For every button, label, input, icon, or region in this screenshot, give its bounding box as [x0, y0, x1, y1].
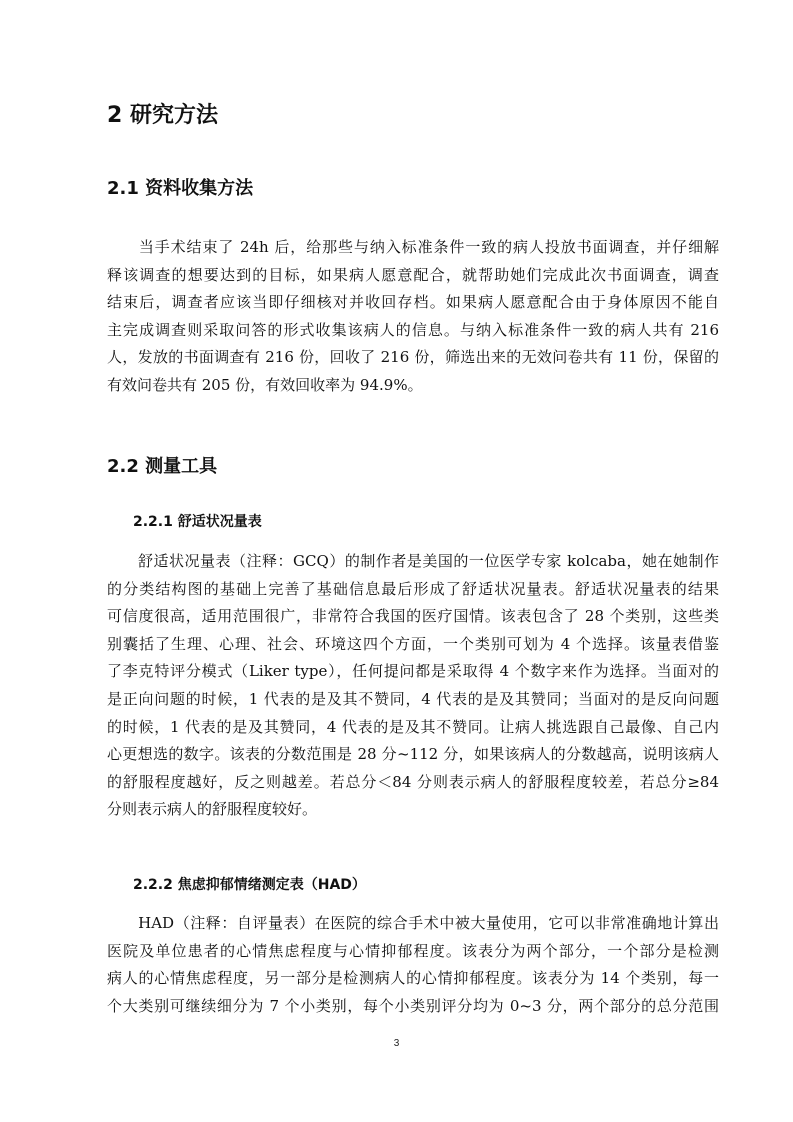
text-line: 人，发放的书面调查有 216 份，回收了 216 份，筛选出来的无效问卷共有 11 份，保留的 — [107, 348, 719, 367]
text-line: 当手术结束了 24h 后，给那些与纳入标准条件一致的病人投放书面调查，并仔细解 — [107, 238, 719, 256]
text-line: 了李克特评分模式（Liker type），任何提问都是采取得 4 个数字来作为选择。当面对的 — [107, 662, 719, 681]
text-line: 主完成调查则采取问答的形式收集该病人的信息。与纳入标准条件一致的病人共有 216 — [107, 320, 719, 339]
page-number: 3 — [393, 1038, 400, 1049]
text-line: 可信度很高，适用范围很广，非常符合我国的医疗国情。该表包含了 28 个类别，这些类 — [107, 607, 719, 626]
paragraph-gcq — [107, 548, 719, 824]
text-line: 结束后，调查者应该当即仔细核对并收回存档。如果病人愿意配合由于身体原因不能自 — [107, 293, 719, 312]
paragraph-data-collection — [107, 234, 719, 400]
text-line: 有效问卷共有 205 份，有效回收率为 94.9%。 — [107, 375, 423, 394]
text-line: 心更想选的数字。该表的分数范围是 28 分~112 分，如果该病人的分数越高，说明该病人 — [107, 745, 719, 764]
text-line: 病人的心情焦虑程度，另一部分是检测病人的心情抑郁程度。该表分为 14 个类别，每一 — [107, 969, 719, 988]
text-line: 的分类结构图的基础上完善了基础信息最后形成了舒适状况量表。舒适状况量表的结果 — [107, 579, 719, 598]
subsection-heading-2-1: 2.1 资料收集方法 — [107, 178, 254, 199]
subsection-heading-2-2: 2.2 测量工具 — [107, 456, 218, 477]
text-line: 别囊括了生理、心理、社会、环境这四个方面，一个类别可划为 4 个选择。该量表借鉴 — [107, 634, 719, 653]
text-line: 的舒服程度越好，反之则越差。若总分＜84 分则表示病人的舒服程度较差，若总分≥84 — [107, 772, 719, 791]
text-line: 释该调查的想要达到的目标，如果病人愿意配合，就帮助她们完成此次书面调查，调查 — [107, 265, 719, 284]
text-line: 医院及单位患者的心情焦虑程度与心情抑郁程度。该表分为两个部分，一个部分是检测 — [107, 941, 719, 960]
text-line: HAD（注释：自评量表）在医院的综合手术中被大量使用，它可以非常准确地计算出 — [107, 914, 719, 932]
text-line: 是正向问题的时候，1 代表的是及其不赞同，4 代表的是及其赞同；当面对的是反向问题 — [107, 689, 719, 708]
text-line: 的时候，1 代表的是及其赞同，4 代表的是及其不赞同。让病人挑选跟自己最像、自己内 — [107, 717, 719, 736]
text-line: 个大类别可继续细分为 7 个小类别，每个小类别评分均为 0~3 分，两个部分的总分范围 — [107, 996, 719, 1015]
text-line: 分则表示病人的舒服程度较好。 — [107, 800, 318, 819]
subsubsection-heading-2-2-2: 2.2.2 焦虑抑郁情绪测定表（HAD） — [133, 877, 366, 893]
paragraph-had — [107, 910, 719, 1020]
text-line: 舒适状况量表（注释：GCQ）的制作者是美国的一位医学专家 kolcaba，她在她制作 — [107, 552, 719, 570]
section-heading: 2 研究方法 — [107, 103, 218, 128]
subsubsection-heading-2-2-1: 2.2.1 舒适状况量表 — [133, 514, 262, 530]
